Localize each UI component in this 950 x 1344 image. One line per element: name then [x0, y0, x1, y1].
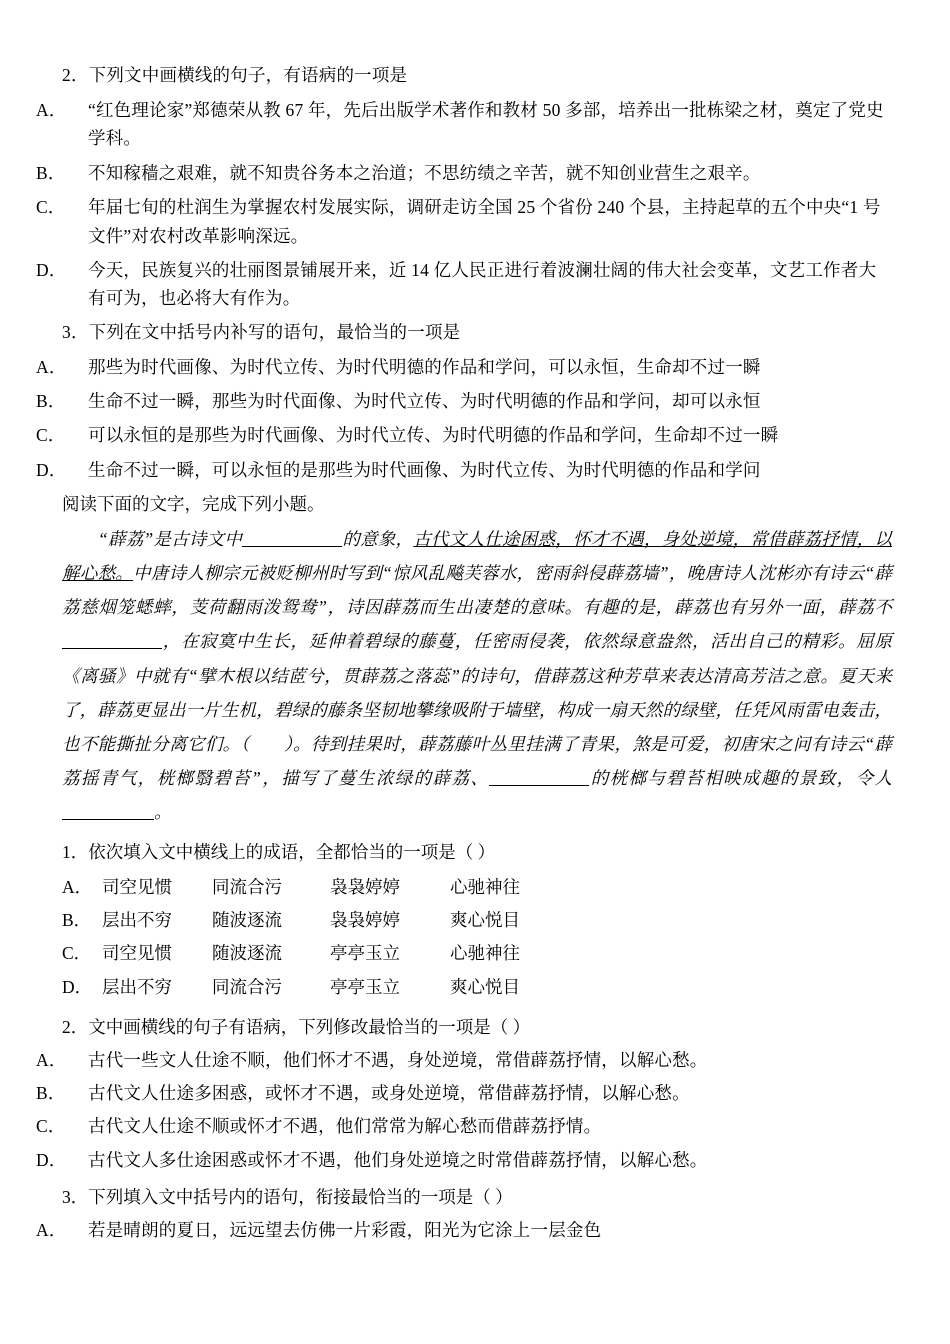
fill-blank-1 — [242, 529, 342, 548]
option-text: 年届七旬的杜润生为掌握农村发展实际，调研走访全国 25 个省份 240 个县，主持起草的五个中央“1 号文件”对农村改革影响深远。 — [88, 197, 881, 246]
passage-question-3-title: 3．下列填入文中括号内的语句，衔接最恰当的一项是（ ） — [62, 1187, 513, 1208]
option-label: C． — [36, 425, 66, 446]
choice-word-1: 司空见惯 — [102, 943, 172, 964]
question-2-option-d — [36, 256, 892, 313]
passage-question-2-title: 2．文中画横线的句子有语病，下列修改最恰当的一项是（ ） — [62, 1016, 531, 1037]
option-label: B． — [36, 162, 66, 183]
option-text: 若是晴朗的夏日，远远望去仿佛一片彩霞，阳光为它涂上一层金色 — [88, 1220, 602, 1241]
passage-question-1-choices — [62, 871, 520, 1004]
fill-blank-4 — [62, 802, 154, 821]
choice-word-3: 袅袅婷婷 — [330, 910, 400, 931]
choice-word-4: 爽心悦目 — [450, 910, 520, 931]
fill-blank-3 — [489, 767, 589, 786]
table-row — [62, 937, 520, 970]
option-label: D． — [36, 459, 67, 480]
passage-part-5: ）。待到挂果时，薜荔藤叶丛里挂满了青果，煞是可爱，初唐宋之问有诗云“薜荔摇青气，桄榔翳碧苔”，描写了蔓生浓绿的薜荔、 — [62, 733, 892, 788]
option-label: C． — [36, 197, 66, 218]
question-3-option-b — [36, 387, 892, 415]
choice-word-4: 心驰神往 — [450, 943, 520, 964]
fill-blank-2 — [62, 631, 162, 650]
option-label: B． — [36, 1083, 66, 1103]
option-text: 生命不过一瞬，可以永恒的是那些为时代画像、为时代立传、为时代明德的作品和学问 — [88, 459, 761, 480]
question-3-option-c — [36, 421, 892, 449]
option-text: 不知稼穑之艰难，就不知贵谷务本之治道；不思纺绩之辛苦，就不知创业营生之艰辛。 — [88, 162, 761, 183]
passage-question-2-option-b — [36, 1079, 892, 1107]
passage-question-3-option-a — [36, 1216, 892, 1244]
choice-label: C． — [62, 943, 92, 964]
question-3-option-a — [36, 353, 892, 381]
choice-word-3: 亭亭玉立 — [330, 943, 400, 964]
question-2-option-a — [36, 96, 892, 153]
option-label: C． — [36, 1116, 66, 1137]
passage-question-2-option-a — [36, 1046, 892, 1074]
option-text: 古代一些文人仕途不顺，他们怀才不遇，身处逆境，常借薜荔抒情，以解心愁。 — [88, 1049, 708, 1070]
question-2-option-c — [36, 193, 892, 250]
table-row — [62, 871, 520, 904]
option-text: 生命不过一瞬，那些为时代面像、为时代立传、为时代明德的作品和学问，却可以永恒 — [88, 391, 761, 411]
choice-word-3: 袅袅婷婷 — [330, 877, 400, 898]
reading-instruction: 阅读下面的文字，完成下列小题。 — [62, 494, 325, 515]
option-label: A． — [36, 1220, 67, 1241]
option-text: 那些为时代画像、为时代立传、为时代明德的作品和学问，可以永恒，生命却不过一瞬 — [88, 356, 761, 377]
passage-part-4: ，在寂寞中生长，延伸着碧绿的藤蔓，任密雨侵袭，依然绿意盎然，活出自己的精彩。屈原《离骚》中就有“擘木根以结茝兮，贯薜荔之落蕊”的诗句，借薜荔这种芳草来表达清高芳洁之意。夏天来了，薜荔更显出一片生机，碧绿的藤条坚韧地攀缘吸附于墙壁，构成一扇天然的绿壁，任凭风雨雷电轰击，也不能撕扯分离它们。（ — [62, 631, 892, 754]
option-text: 古代文人仕途多困惑，或怀才不遇，或身处逆境，常借薜荔抒情，以解心愁。 — [88, 1083, 690, 1103]
passage-question-1-title: 1．依次填入文中横线上的成语，全都恰当的一项是（ ） — [62, 842, 496, 863]
choice-word-2: 随波逐流 — [212, 910, 282, 931]
option-label: D． — [36, 259, 67, 280]
choice-word-3: 亭亭玉立 — [330, 976, 400, 997]
choice-word-1: 层出不穷 — [102, 910, 172, 931]
choice-word-2: 同流合污 — [212, 877, 282, 898]
passage-part-3: 中唐诗人柳宗元被贬柳州时写到“惊风乱飚芙蓉水，密雨斜侵薜荔墙”，晚唐诗人沈彬亦有诗云“薜荔慈烟笼蟋蟀，芰荷翻雨泼鸳鸯”，诗因薜荔而生出凄楚的意味。有趣的是，薜荔也有另外一面，薜荔不 — [62, 563, 893, 618]
option-label: A． — [36, 1049, 67, 1070]
question-2-title: 2．下列文中画横线的句子，有语病的一项是 — [62, 65, 408, 85]
option-text: 古代文人多仕途困惑或怀才不遇，他们身处逆境之时常借薜荔抒情，以解心愁。 — [88, 1149, 708, 1170]
choice-label: B． — [62, 910, 92, 931]
passage-question-2-option-d — [36, 1146, 892, 1174]
choice-word-1: 层出不穷 — [102, 976, 172, 997]
option-text: “红色理论家”郑德荣从教 67 年，先后出版学术著作和教材 50 多部，培养出一批栋梁之材，奠定了党史学科。 — [88, 100, 884, 149]
question-3-title: 3．下列在文中括号内补写的语句，最恰当的一项是 — [62, 321, 461, 342]
reading-passage — [62, 522, 892, 829]
question-2-option-b — [36, 159, 892, 187]
table-row — [62, 904, 520, 937]
question-3-option-d — [36, 456, 892, 484]
option-text: 今天，民族复兴的壮丽图景铺展开来，近 14 亿人民正进行着波澜壮阔的伟大社会变革，文艺工作者大有可为，也必将大有作为。 — [88, 259, 877, 309]
passage-underlined-sentence: 古代文人仕途困惑，怀才不遇，身处逆境，常借薜荔抒情，以解心愁。 — [62, 529, 893, 584]
choice-word-1: 司空见惯 — [102, 877, 172, 898]
option-text: 可以永恒的是那些为时代画像、为时代立传、为时代明德的作品和学问，生命却不过一瞬 — [88, 425, 779, 446]
passage-question-2-option-c — [36, 1112, 892, 1140]
choice-word-4: 爽心悦目 — [450, 976, 520, 997]
option-label: D． — [36, 1149, 67, 1170]
table-row — [62, 971, 520, 1004]
passage-part-6: 的桄榔与碧苔相映成趣的景致，令人 — [589, 767, 893, 788]
passage-part-7: 。 — [154, 802, 172, 823]
option-label: A． — [36, 356, 67, 377]
choice-word-4: 心驰神往 — [450, 877, 520, 898]
choice-word-2: 随波逐流 — [212, 943, 282, 964]
passage-part-2: 的意象， — [342, 529, 414, 550]
option-label: A． — [36, 100, 67, 121]
option-text: 古代文人仕途不顺或怀才不遇，他们常常为解心愁而借薜荔抒情。 — [88, 1116, 602, 1137]
passage-part-1: “薜荔”是古诗文中 — [98, 529, 243, 550]
option-label: B． — [36, 391, 66, 411]
choice-word-2: 同流合污 — [212, 976, 282, 997]
choice-label: A． — [62, 877, 93, 898]
choice-label: D． — [62, 976, 93, 997]
